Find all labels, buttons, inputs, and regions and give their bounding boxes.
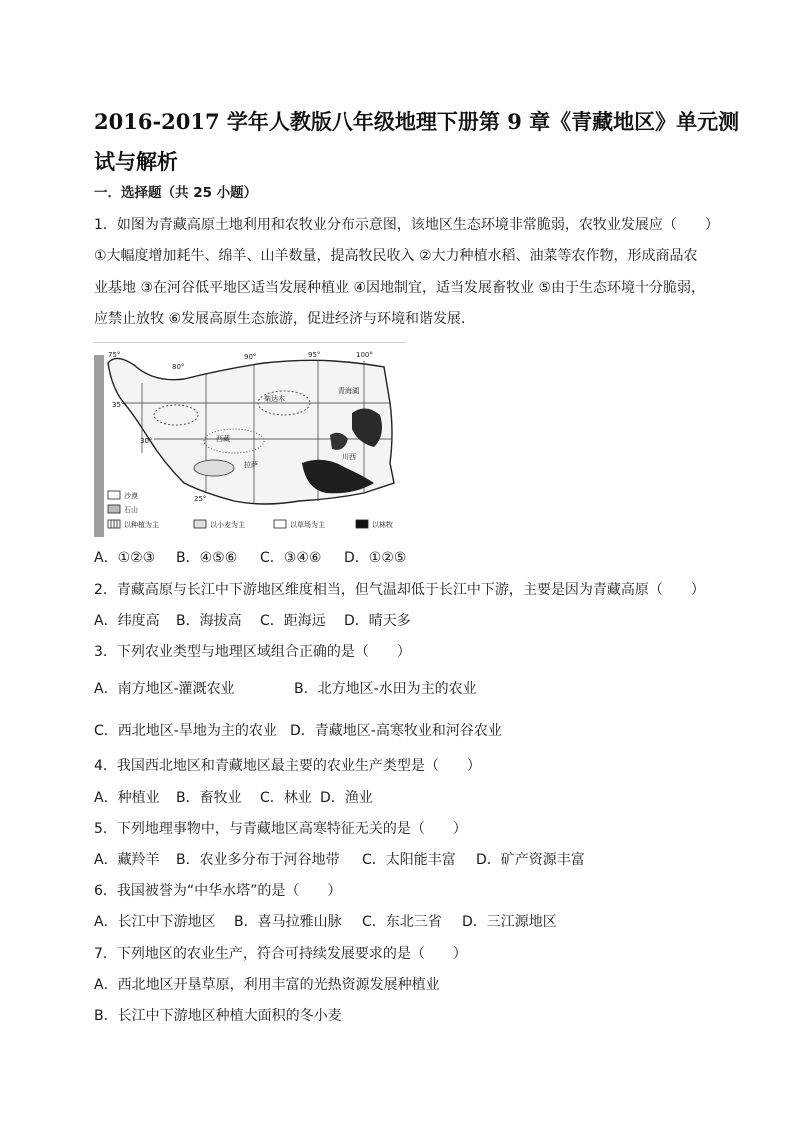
scan-edge (94, 355, 104, 537)
q1-stem-line-4: 应禁止放牧 ⑥发展高原生态旅游，促进经济与环境和谐发展． (94, 311, 475, 327)
q5-stem: 5．下列地理事物中，与青藏地区高寒特征无关的是（ ） (94, 821, 467, 837)
longitude-label: 100° (356, 351, 373, 359)
q6-option-c[interactable]: C．东北三省 (362, 914, 442, 930)
legend-swatch-grass (274, 520, 286, 528)
longitude-label: 75° (108, 351, 121, 359)
q7-option-a[interactable]: A．西北地区开垦草原，利用丰富的光热资源发展种植业 (94, 977, 440, 993)
q2-option-c[interactable]: C．距海远 (260, 613, 326, 629)
q6-option-b[interactable]: B．喜马拉雅山脉 (234, 914, 342, 930)
q5-option-a[interactable]: A．藏羚羊 (94, 852, 160, 868)
q1-stem-line-2: ①大幅度增加耗牛、绵羊、山羊数量，提高牧民收入 ②大力种植水稻、油菜等农作物，形成商品农 (94, 248, 698, 264)
q2-option-a[interactable]: A．纬度高 (94, 613, 160, 629)
q7-option-b[interactable]: B．长江中下游地区种植大面积的冬小麦 (94, 1008, 342, 1024)
place-label: 柴达木 (264, 395, 285, 403)
q5-option-d[interactable]: D．矿产资源丰富 (476, 852, 585, 868)
legend-label: 以林牧 (372, 521, 393, 529)
place-label: 拉萨 (244, 461, 258, 469)
q1-option-b[interactable]: B．④⑤⑥ (176, 550, 238, 566)
place-label: 青海湖 (338, 387, 359, 395)
q4-stem: 4．我国西北地区和青藏地区最主要的农业生产类型是（ ） (94, 758, 481, 774)
longitude-label: 80° (172, 363, 185, 371)
section-heading: 一．选择题（共 25 小题） (94, 185, 258, 201)
latitude-label: 35° (112, 401, 125, 409)
legend-swatch-wheat (194, 520, 206, 528)
q1-stem-line-3: 业基地 ③在河谷低平地区适当发展种植业 ④因地制宜，适当发展畜牧业 ⑤由于生态环境十分脆弱， (94, 280, 706, 296)
latitude-label: 25° (194, 495, 207, 503)
q1-stem-line-1: 1．如图为青藏高原土地利用和农牧业分布示意图，该地区生态环境非常脆弱，农牧业发展应（ ） (94, 217, 719, 233)
q2-option-b[interactable]: B．海拔高 (176, 613, 242, 629)
document-title-line-2: 试与解析 (94, 149, 178, 174)
q5-option-c[interactable]: C．太阳能丰富 (362, 852, 456, 868)
q3-option-b[interactable]: B．北方地区-水田为主的农业 (294, 681, 477, 697)
q3-stem: 3．下列农业类型与地理区域组合正确的是（ ） (94, 644, 411, 660)
legend-label: 以草场为主 (290, 521, 325, 529)
q6-stem: 6．我国被誉为“中华水塔”的是（ ） (94, 883, 342, 899)
q3-option-a[interactable]: A．南方地区-灌溉农业 (94, 681, 235, 697)
legend-swatch-desert (108, 491, 120, 499)
q3-option-d[interactable]: D．青藏地区-高寒牧业和河谷农业 (290, 723, 502, 739)
q4-option-d[interactable]: D．渔业 (320, 790, 373, 806)
place-label: 川西 (342, 453, 356, 461)
wheat-area (194, 460, 234, 476)
q6-option-a[interactable]: A．长江中下游地区 (94, 914, 216, 930)
q2-option-d[interactable]: D．晴天多 (344, 613, 411, 629)
q4-option-c[interactable]: C．林业 (260, 790, 312, 806)
q5-option-b[interactable]: B．农业多分布于河谷地带 (176, 852, 340, 868)
tibet-land-use-map (94, 342, 406, 537)
legend-label: 石山 (124, 506, 138, 514)
q3-option-c[interactable]: C．西北地区-旱地为主的农业 (94, 723, 277, 739)
q6-option-d[interactable]: D．三江源地区 (462, 914, 557, 930)
q1-option-d[interactable]: D．①②⑤ (344, 550, 407, 566)
longitude-label: 90° (244, 353, 257, 361)
q1-option-a[interactable]: A．①②③ (94, 550, 156, 566)
latitude-label: 30° (140, 437, 153, 445)
q2-stem: 2．青藏高原与长江中下游地区维度相当，但气温却低于长江中下游，主要是因为青藏高原（ ） (94, 582, 705, 598)
legend-label: 以小麦为主 (210, 521, 245, 529)
legend-swatch-forest (356, 520, 368, 528)
q1-option-c[interactable]: C．③④⑥ (260, 550, 322, 566)
legend-label: 沙漠 (124, 492, 138, 500)
document-title-line-1: 2016-2017 学年人教版八年级地理下册第 9 章《青藏地区》单元测 (94, 109, 740, 134)
longitude-label: 95° (308, 351, 321, 359)
q4-option-b[interactable]: B．畜牧业 (176, 790, 242, 806)
q4-option-a[interactable]: A．种植业 (94, 790, 160, 806)
legend-swatch-rock (108, 505, 120, 513)
legend-label: 以种植为主 (124, 521, 159, 529)
place-label: 西藏 (216, 435, 230, 443)
q7-stem: 7．下列地区的农业生产，符合可持续发展要求的是（ ） (94, 946, 467, 962)
